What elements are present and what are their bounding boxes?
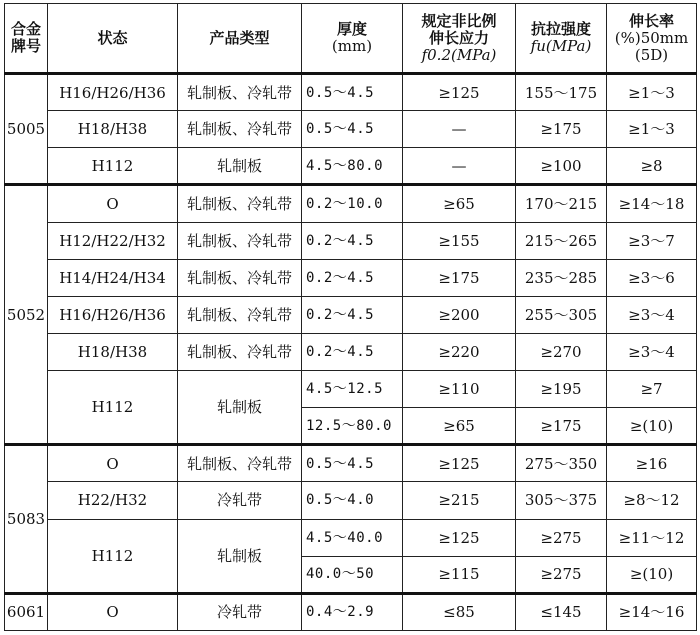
yield-cell: ≥125 [403,519,516,556]
header-row [5,4,697,74]
product-cell: 轧制板、冷轧带 [178,111,302,148]
yield-cell: ≥115 [403,556,516,593]
tensile-cell: 215～265 [516,222,607,259]
tensile-cell: 255～305 [516,296,607,333]
alloy-header: 合金牌号 [5,4,48,74]
yield-cell: ≥220 [403,333,516,370]
elongation-cell: ≥3～7 [607,222,697,259]
thickness-cell: 0.2～10.0 [302,185,403,222]
alloy-cell: 5052 [5,185,48,445]
thickness-cell: 4.5～12.5 [302,371,403,408]
alloy-properties-table [4,3,697,631]
tensile-cell: ≥275 [516,519,607,556]
thickness-header: 厚度 (mm) [302,4,403,74]
temper-cell: H112 [48,148,178,185]
table-row [5,259,697,296]
alloy-cell: 6061 [5,593,48,630]
table-row [5,185,697,222]
temper-cell: H112 [48,519,178,593]
table-row [5,371,697,408]
yield-cell: — [403,148,516,185]
elongation-cell: ≥3～6 [607,259,697,296]
temper-cell: O [48,445,178,482]
elongation-cell: ≥(10) [607,408,697,445]
elongation-cell: ≥1～3 [607,74,697,111]
thickness-cell: 4.5～40.0 [302,519,403,556]
thickness-cell: 0.2～4.5 [302,333,403,370]
table-row [5,148,697,185]
tensile-cell: 275～350 [516,445,607,482]
temper-cell: O [48,185,178,222]
yield-cell: ≥200 [403,296,516,333]
tensile-cell: 235～285 [516,259,607,296]
temper-cell: H12/H22/H32 [48,222,178,259]
product-cell: 轧制板、冷轧带 [178,445,302,482]
yield-cell: ≥215 [403,482,516,519]
elongation-cell: ≥14～16 [607,593,697,630]
product-cell: 轧制板 [178,148,302,185]
thickness-cell: 0.5～4.5 [302,74,403,111]
tensile-cell: ≥195 [516,371,607,408]
thickness-cell: 0.5～4.5 [302,111,403,148]
elongation-cell: ≥7 [607,371,697,408]
product-cell: 轧制板、冷轧带 [178,185,302,222]
product-cell: 冷轧带 [178,482,302,519]
elongation-cell: ≥16 [607,445,697,482]
tensile-cell: ≤145 [516,593,607,630]
table-row [5,482,697,519]
alloy-cell: 5005 [5,74,48,185]
table-row [5,593,697,630]
temper-cell: H22/H32 [48,482,178,519]
table-row [5,333,697,370]
thickness-cell: 12.5～80.0 [302,408,403,445]
elongation-cell: ≥3～4 [607,333,697,370]
tensile-cell: ≥175 [516,111,607,148]
elongation-cell: ≥11～12 [607,519,697,556]
elongation-cell: ≥8～12 [607,482,697,519]
tensile-strength-header: 抗拉强度 fu(MPa) [516,4,607,74]
elongation-cell: ≥1～3 [607,111,697,148]
product-cell: 冷轧带 [178,593,302,630]
temper-cell: O [48,593,178,630]
yield-stress-header: 规定非比例 伸长应力 f0.2(MPa) [403,4,516,74]
thickness-cell: 0.2～4.5 [302,222,403,259]
thickness-cell: 0.2～4.5 [302,259,403,296]
yield-cell: ≥125 [403,445,516,482]
tensile-cell: 155～175 [516,74,607,111]
product-cell: 轧制板 [178,519,302,593]
tensile-cell: ≥100 [516,148,607,185]
tensile-cell: 170～215 [516,185,607,222]
yield-cell: ≥175 [403,259,516,296]
table-row [5,519,697,556]
elongation-header: 伸长率 (%)50mm (5D) [607,4,697,74]
table-row [5,74,697,111]
tensile-cell: 305～375 [516,482,607,519]
thickness-cell: 0.4～2.9 [302,593,403,630]
table-row [5,296,697,333]
thickness-cell: 0.2～4.5 [302,296,403,333]
elongation-cell: ≥8 [607,148,697,185]
yield-cell: — [403,111,516,148]
yield-cell: ≤85 [403,593,516,630]
tensile-cell: ≥275 [516,556,607,593]
tensile-cell: ≥175 [516,408,607,445]
table-row [5,111,697,148]
alloy-cell: 5083 [5,445,48,594]
temper-header: 状态 [48,4,178,74]
temper-cell: H112 [48,371,178,445]
yield-cell: ≥65 [403,185,516,222]
elongation-cell: ≥(10) [607,556,697,593]
yield-cell: ≥125 [403,74,516,111]
product-cell: 轧制板、冷轧带 [178,74,302,111]
thickness-cell: 0.5～4.5 [302,445,403,482]
elongation-cell: ≥3～4 [607,296,697,333]
yield-cell: ≥155 [403,222,516,259]
temper-cell: H16/H26/H36 [48,296,178,333]
thickness-cell: 0.5～4.0 [302,482,403,519]
product-header: 产品类型 [178,4,302,74]
product-cell: 轧制板、冷轧带 [178,296,302,333]
product-cell: 轧制板 [178,371,302,445]
table-row [5,222,697,259]
table-body [5,74,697,631]
product-cell: 轧制板、冷轧带 [178,259,302,296]
yield-cell: ≥65 [403,408,516,445]
product-cell: 轧制板、冷轧带 [178,222,302,259]
temper-cell: H16/H26/H36 [48,74,178,111]
temper-cell: H18/H38 [48,111,178,148]
table-row [5,445,697,482]
thickness-cell: 40.0～50 [302,556,403,593]
thickness-cell: 4.5～80.0 [302,148,403,185]
temper-cell: H18/H38 [48,333,178,370]
product-cell: 轧制板、冷轧带 [178,333,302,370]
tensile-cell: ≥270 [516,333,607,370]
yield-cell: ≥110 [403,371,516,408]
elongation-cell: ≥14～18 [607,185,697,222]
temper-cell: H14/H24/H34 [48,259,178,296]
